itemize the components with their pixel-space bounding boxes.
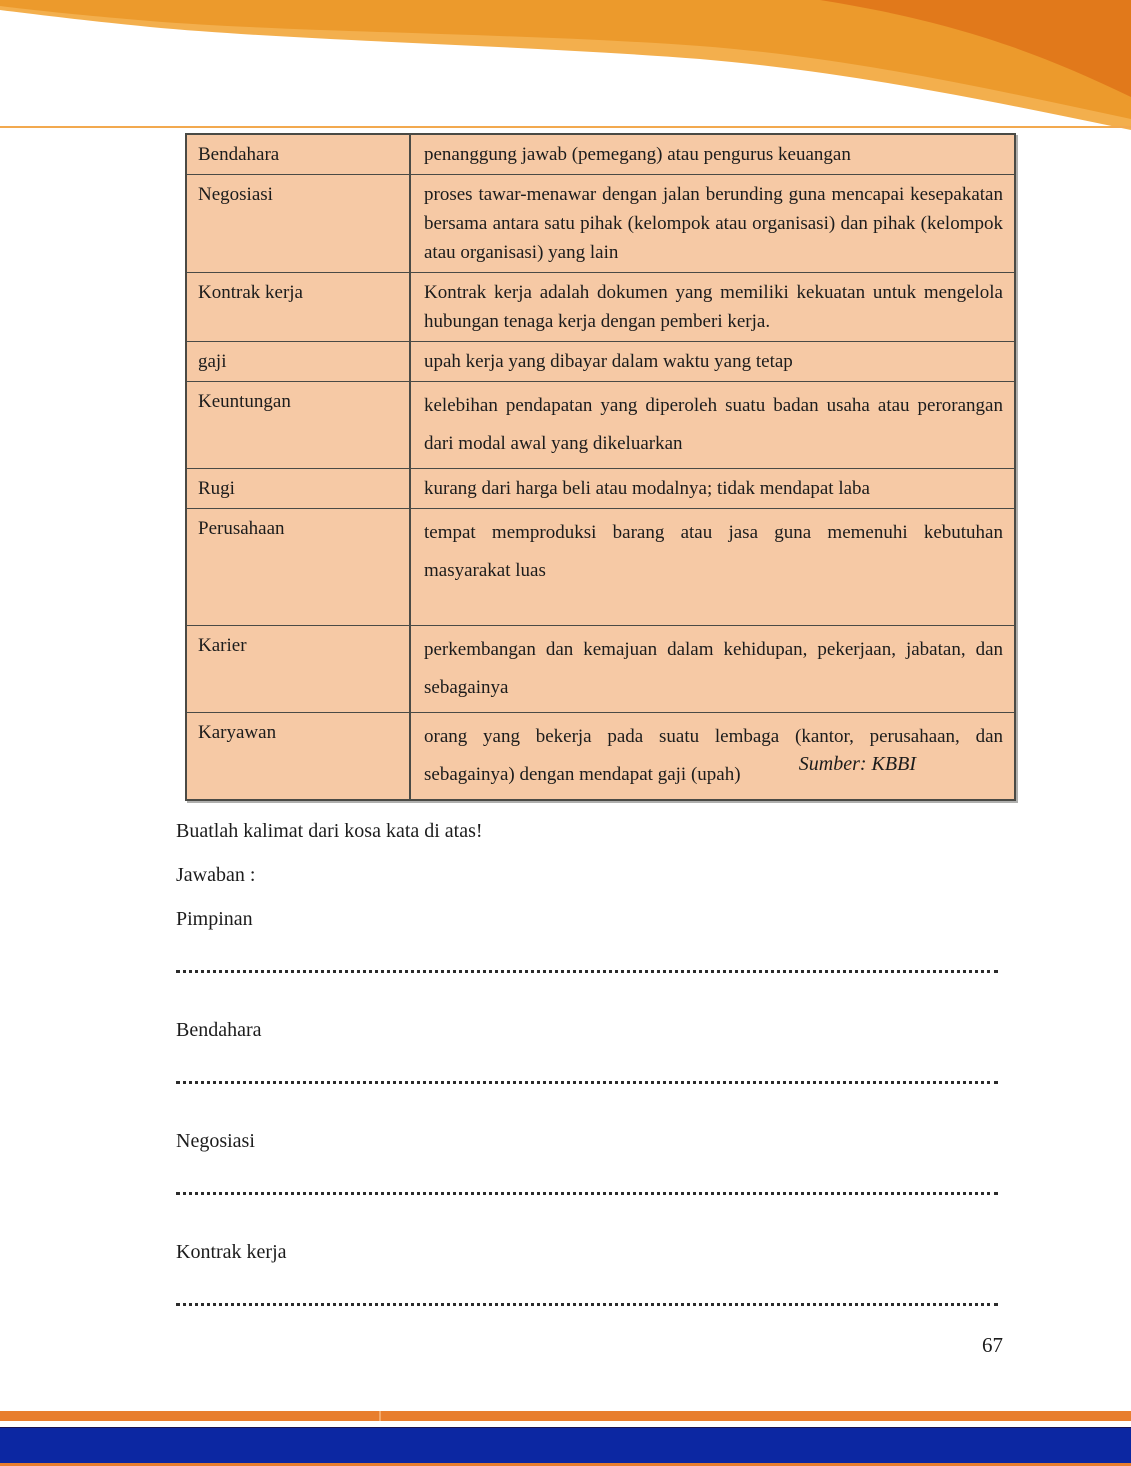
definition-cell: kurang dari harga beli atau modalnya; tidak mendapat laba <box>424 478 870 499</box>
table-row <box>187 135 1014 174</box>
definition-cell: penanggung jawab (pemegang) atau pengurus keuangan <box>424 144 851 165</box>
definition-cell: proses tawar-menawar dengan jalan berunding guna mencapai kesepakatan bersama antara satu pihak (kelompok atau organisasi) dan pihak (kelompok atau organisasi) yang lain <box>424 184 1003 263</box>
definition-cell: kelebihan pendapatan yang diperoleh suatu badan usaha atau perorangan dari modal awal yang dikeluarkan <box>424 395 1003 454</box>
answer-term-label: Bendahara <box>176 1019 262 1041</box>
table-source-caption: Sumber: KBBI <box>798 753 916 775</box>
table-row <box>187 174 1014 272</box>
definition-cell: Kontrak kerja adalah dokumen yang memiliki kekuatan untuk mengelola hubungan tenaga kerja dengan pemberi kerja. <box>424 282 1003 332</box>
term-cell: Karyawan <box>187 713 411 799</box>
header-wave-decoration <box>0 0 1131 132</box>
answer-term-label: Pimpinan <box>176 908 253 930</box>
term-cell: gaji <box>187 342 411 381</box>
header-rule-line <box>0 126 1131 128</box>
term-cell: Karier <box>187 626 411 712</box>
table-row <box>187 625 1014 712</box>
answer-dotted-line <box>176 1303 998 1306</box>
table-row <box>187 341 1014 381</box>
table-row <box>187 508 1014 625</box>
table-row <box>187 272 1014 341</box>
page-number: 67 <box>982 1333 1003 1357</box>
answer-dotted-line <box>176 1081 998 1084</box>
table-row <box>187 468 1014 508</box>
footer-bar-divider <box>379 1411 381 1421</box>
term-cell: Perusahaan <box>187 509 411 625</box>
table-row <box>187 381 1014 468</box>
exercise-section <box>176 818 998 1306</box>
answer-term-label: Kontrak kerja <box>176 1241 287 1263</box>
vocabulary-table <box>185 133 1016 801</box>
term-cell: Rugi <box>187 469 411 508</box>
answer-heading: Jawaban : <box>176 864 256 886</box>
term-cell: Keuntungan <box>187 382 411 468</box>
term-cell: Bendahara <box>187 135 411 174</box>
footer-blue-bar <box>0 1427 1131 1463</box>
definition-cell: tempat memproduksi barang atau jasa guna memenuhi kebutuhan masyarakat luas <box>424 522 1003 581</box>
answers-list <box>176 906 998 1306</box>
exercise-instruction: Buatlah kalimat dari kosa kata di atas! <box>176 820 483 842</box>
footer-orange-bar <box>0 1411 1131 1421</box>
answer-dotted-line <box>176 1192 998 1195</box>
definition-cell: perkembangan dan kemajuan dalam kehidupan, pekerjaan, jabatan, dan sebagainya <box>424 639 1003 698</box>
definition-cell: orang yang bekerja pada suatu lembaga (kantor, perusahaan, dan sebagainya) dengan mendapat gaji (upah) <box>424 726 1003 785</box>
term-cell: Kontrak kerja <box>187 273 411 341</box>
term-cell: Negosiasi <box>187 175 411 272</box>
answer-term-label: Negosiasi <box>176 1130 255 1152</box>
answer-dotted-line <box>176 970 998 973</box>
definition-cell: upah kerja yang dibayar dalam waktu yang tetap <box>424 351 793 372</box>
